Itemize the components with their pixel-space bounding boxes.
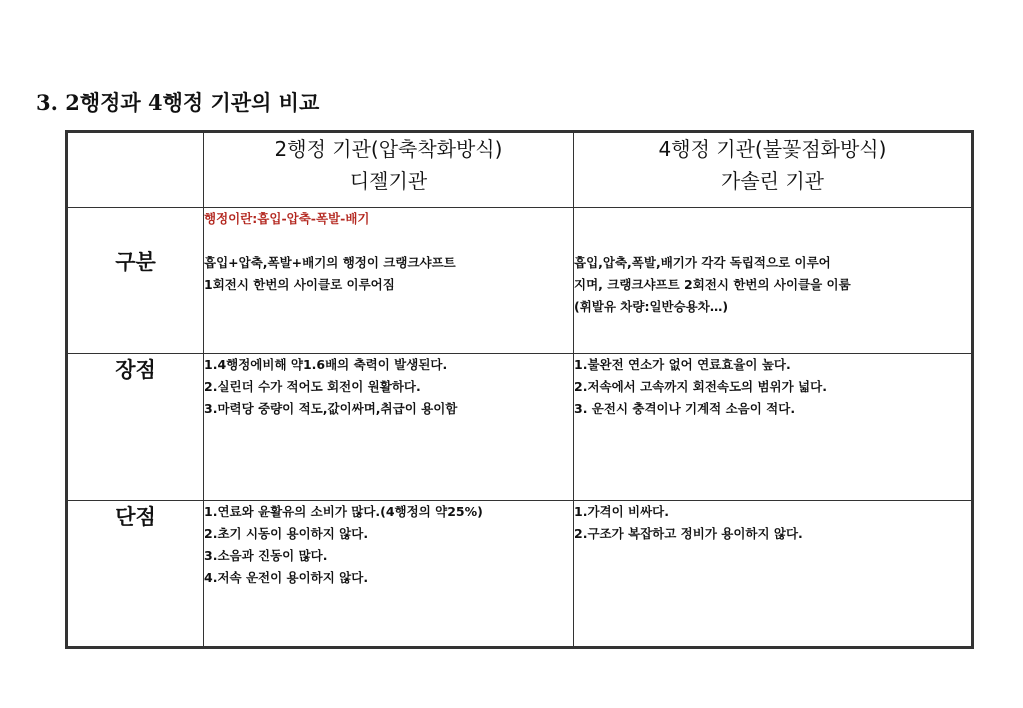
list-item: 2.저속에서 고속까지 회전속도의 범위가 넓다. [574,379,827,394]
cell-four-stroke-advantages [574,354,973,501]
table-row [67,208,973,354]
list-item: 2.초기 시동이 용이하지 않다. [204,526,369,541]
cell-two-stroke-classification [204,208,574,354]
list-item: 흡입,압축,폭발,배기가 각각 독립적으로 이루어 [574,255,831,270]
table-row [67,354,973,501]
list-item: 3.소음과 진동이 많다. [204,548,328,563]
list-item: 1.가격이 비싸다. [574,504,669,519]
list-item: 1.4행정에비해 약1.6배의 축력이 발생된다. [204,357,448,372]
cell-four-stroke-disadvantages [574,501,973,648]
cell-four-stroke-classification [574,208,973,354]
header-empty-cell [67,132,204,208]
list-item: 1회전시 한번의 사이클로 이루어짐 [204,277,395,292]
cell-two-stroke-disadvantages [204,501,574,648]
list-item: (휘발유 차량:일반승용차…) [574,299,729,314]
header-four-stroke-title: 4행정 기관(불꽃점화방식) [658,137,887,161]
list-item: 4.저속 운전이 용이하지 않다. [204,570,369,585]
row-label-disadvantages: 단점 [67,501,204,648]
list-item: 3. 운전시 충격이나 기계적 소음이 적다. [574,401,796,416]
table-header-row [67,132,973,208]
row-label-advantages: 장점 [67,354,204,501]
list-item: 2.실린더 수가 적어도 회전이 원활하다. [204,379,421,394]
list-item: 3.마력당 중량이 적도,값이싸며,취급이 용이함 [204,401,458,416]
header-two-stroke-subtitle: 디젤기관 [349,169,428,193]
list-item: 2.구조가 복잡하고 정비가 용이하지 않다. [574,526,803,541]
row-label-classification: 구분 [67,208,204,354]
header-four-stroke-subtitle: 가솔린 기관 [721,169,824,193]
list-item: 1.불완전 연소가 없어 연료효율이 높다. [574,357,791,372]
cell-two-stroke-advantages [204,354,574,501]
stroke-definition-note: 행정이란:흡입-압축-폭발-배기 [204,211,370,226]
header-two-stroke [204,132,574,208]
page-title: 3. 2행정과 4행정 기관의 비교 [36,90,320,115]
list-item: 1.연료와 윤활유의 소비가 많다.(4행정의 약25%) [204,504,483,519]
list-item: 지며, 크랭크샤프트 2회전시 한번의 사이클을 이룸 [574,277,851,292]
header-four-stroke [574,132,973,208]
list-item: 흡입+압축,폭발+배기의 행정이 크랭크샤프트 [204,255,456,270]
table-row [67,501,973,648]
comparison-table [65,130,974,649]
header-two-stroke-title: 2행정 기관(압축착화방식) [274,137,503,161]
